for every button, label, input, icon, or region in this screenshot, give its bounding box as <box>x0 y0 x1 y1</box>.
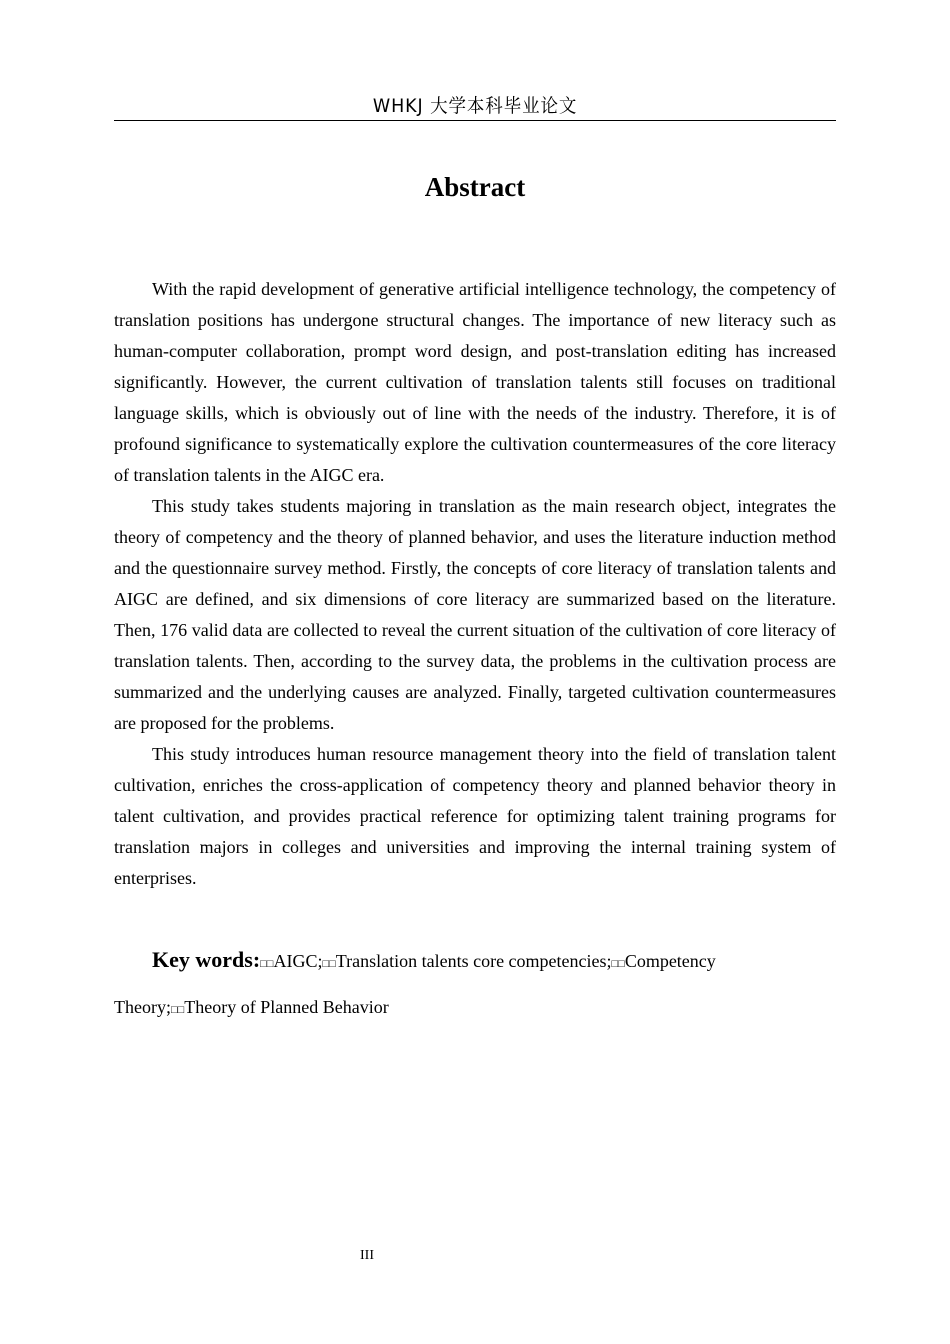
keyword-separator: □□ <box>170 1004 185 1016</box>
header-title: WHKJ 大学本科毕业论文 <box>372 95 578 117</box>
keyword-item: Theory of Planned Behavior <box>184 997 389 1017</box>
page-number: III <box>360 1248 374 1263</box>
keyword-separator: □□ <box>260 958 274 970</box>
abstract-paragraph-3: This study introduces human resource management theory into the field of translation talent cultivation, enriches the cross-application of competency theory and planned behavior theory in talent cultivation, and provides practical reference for optimizing talent training programs for translation majors in colleges and universities and improving the internal training system of enterprises. <box>114 744 836 888</box>
keyword-item: Translation talents core competencies; <box>335 951 612 971</box>
keywords <box>114 938 836 1032</box>
abstract-body <box>114 274 836 894</box>
page-header <box>114 92 836 121</box>
keywords-line-2 <box>114 986 836 1032</box>
keyword-separator: □□ <box>322 958 336 970</box>
keyword-item: Competency <box>624 951 716 971</box>
abstract-title: Abstract <box>424 172 526 202</box>
abstract-paragraph-2: This study takes students majoring in translation as the main research object, integrates the theory of competency and the theory of planned behavior, and uses the literature induction method and the questionnaire survey method. Firstly, the concepts of core literacy of translation talents and AIGC are defined, and six dimensions of core literacy are summarized based on the literature. Then, 176 valid data are collected to reveal the current situation of the cultivation of core literacy of translation talents. Then, according to the survey data, the problems in the cultivation process are summarized and the underlying causes are analyzed. Finally, targeted cultivation countermeasures are proposed for the problems. <box>114 496 836 733</box>
keyword-separator: □□ <box>611 958 625 970</box>
keywords-label: Key words: <box>152 947 261 972</box>
keyword-item: AIGC; <box>273 951 323 971</box>
abstract-paragraph-1: With the rapid development of generative artificial intelligence technology, the competency of translation positions has undergone structural changes. The importance of new literacy such as human-computer collaboration, prompt word design, and post-translation editing has increased significantly. However, the current cultivation of translation talents still focuses on traditional language skills, which is obviously out of line with the needs of the industry. Therefore, it is of profound significance to systematically explore the cultivation countermeasures of the core literacy of translation talents in the AIGC era. <box>114 279 836 485</box>
keyword-item: Theory; <box>114 997 171 1017</box>
